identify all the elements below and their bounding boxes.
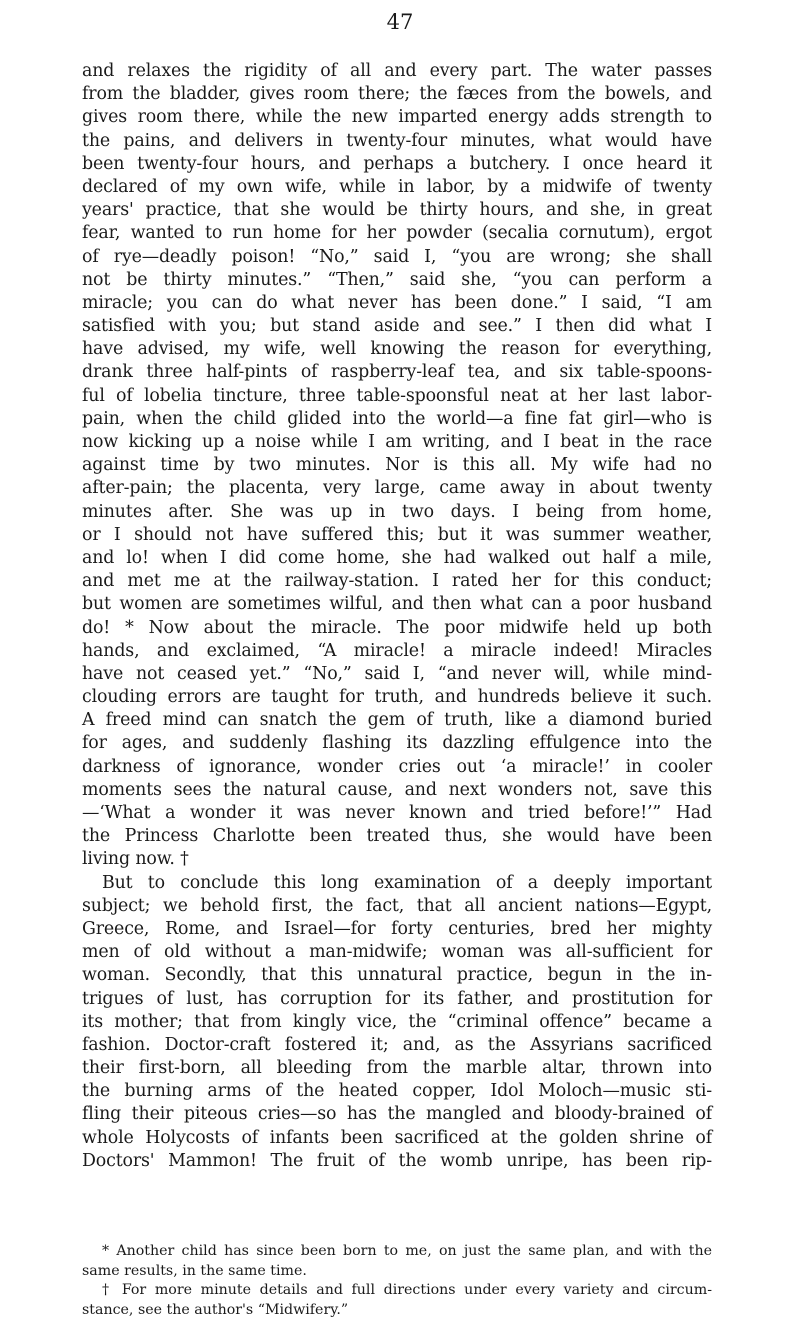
paragraph-start-line: But to conclude this long examination of a deeply important bbox=[102, 872, 712, 893]
text-line: gives room there, while the new imparted energy adds strength to bbox=[82, 107, 712, 128]
text-line: been twenty-four hours, and perhaps a butchery. I once heard it bbox=[82, 153, 712, 174]
text-line: for ages, and suddenly flashing its dazzling effulgence into the bbox=[82, 733, 712, 754]
text-line: Doctors' Mammon! The fruit of the womb unripe, has been rip- bbox=[82, 1150, 712, 1171]
page-number: 47 bbox=[386, 10, 414, 34]
text-line: minutes after. She was up in two days. I being from home, bbox=[82, 501, 712, 522]
text-line: the burning arms of the heated copper, Idol Moloch—music sti- bbox=[82, 1081, 712, 1102]
text-line: the Princess Charlotte been treated thus, she would have been bbox=[82, 826, 712, 847]
text-line: their first-born, all bleeding from the marble altar, thrown into bbox=[82, 1058, 712, 1079]
text-line: but women are sometimes wilful, and then what can a poor husband bbox=[82, 594, 712, 615]
text-line: whole Holycosts of infants been sacrificed at the golden shrine of bbox=[82, 1127, 712, 1148]
text-line: subject; we behold first, the fact, that all ancient nations—Egypt, bbox=[82, 895, 712, 916]
text-line: pain, when the child glided into the world—a fine fat girl—who is bbox=[82, 408, 712, 429]
footnote-line: same results, in the same time. bbox=[82, 1262, 307, 1279]
text-line: darkness of ignorance, wonder cries out ‘a miracle!’ in cooler bbox=[82, 756, 712, 777]
text-line: years' practice, that she would be thirty hours, and she, in great bbox=[82, 200, 712, 221]
text-line: the pains, and delivers in twenty-four minutes, what would have bbox=[82, 130, 712, 151]
text-line: clouding errors are taught for truth, and hundreds believe it such. bbox=[82, 687, 712, 708]
body-text bbox=[82, 60, 712, 1173]
text-line: miracle; you can do what never has been done.” I said, “I am bbox=[82, 292, 712, 313]
text-line: fling their piteous cries—so has the mangled and bloody-brained of bbox=[82, 1104, 712, 1125]
text-line: of rye—deadly poison! “No,” said I, “you are wrong; she shall bbox=[82, 246, 712, 267]
text-line: drank three half-pints of raspberry-leaf tea, and six table-spoons- bbox=[82, 362, 712, 383]
text-line: trigues of lust, has corruption for its father, and prostitution for bbox=[82, 988, 712, 1009]
text-line: and lo! when I did come home, she had walked out half a mile, bbox=[82, 547, 712, 568]
text-line: now kicking up a noise while I am writing, and I beat in the race bbox=[82, 432, 712, 452]
text-line: and met me at the railway-station. I rated her for this conduct; bbox=[82, 571, 712, 592]
text-line: Greece, Rome, and Israel—for forty centuries, bred her mighty bbox=[82, 918, 712, 939]
text-line: fear, wanted to run home for her powder (secalia cornutum), ergot bbox=[82, 223, 712, 244]
text-line: men of old without a man-midwife; woman was all-sufficient for bbox=[82, 942, 712, 963]
text-line: against time by two minutes. Nor is this all. My wife had no bbox=[82, 455, 712, 476]
text-line: have not ceased yet.” “No,” said I, “and never will, while mind- bbox=[82, 663, 712, 684]
text-line: —‘What a wonder it was never known and tried before!’” Had bbox=[82, 803, 712, 823]
footnote-line: † For more minute details and full directions under every variety and circum- bbox=[102, 1282, 712, 1299]
text-line: A freed mind can snatch the gem of truth, like a diamond buried bbox=[82, 710, 712, 731]
text-line: its mother; that from kingly vice, the “criminal offence” became a bbox=[82, 1011, 712, 1032]
text-line: woman. Secondly, that this unnatural practice, begun in the in- bbox=[82, 965, 712, 986]
text-line: after-pain; the placenta, very large, came away in about twenty bbox=[82, 478, 712, 499]
text-line: not be thirty minutes.” “Then,” said she, “you can perform a bbox=[82, 269, 712, 290]
text-line: have advised, my wife, well knowing the reason for everything, bbox=[82, 339, 712, 360]
text-line: ful of lobelia tincture, three table-spoonsful neat at her last labor- bbox=[82, 385, 712, 406]
text-line: fashion. Doctor-craft fostered it; and, as the Assyrians sacrificed bbox=[82, 1034, 712, 1055]
paragraph-end-line: living now. † bbox=[82, 849, 189, 870]
text-line: declared of my own wife, while in labor, by a midwife of twenty bbox=[82, 176, 712, 197]
text-line: and relaxes the rigidity of all and every part. The water passes bbox=[82, 61, 712, 81]
text-line: moments sees the natural cause, and next wonders not, save this bbox=[82, 779, 712, 800]
footnote-line: stance, see the author's “Midwifery.” bbox=[82, 1301, 349, 1318]
text-line: or I should not have suffered this; but it was summer weather, bbox=[82, 524, 712, 545]
footnote-line: * Another child has since been born to me, on just the same plan, and with the bbox=[102, 1243, 712, 1259]
text-line: do! * Now about the miracle. The poor midwife held up both bbox=[82, 617, 712, 638]
text-line: hands, and exclaimed, “A miracle! a miracle indeed! Miracles bbox=[82, 640, 712, 661]
text-line: from the bladder, gives room there; the fæces from the bowels, and bbox=[82, 84, 712, 105]
text-line: satisfied with you; but stand aside and see.” I then did what I bbox=[82, 316, 712, 337]
footnotes bbox=[82, 1242, 712, 1320]
